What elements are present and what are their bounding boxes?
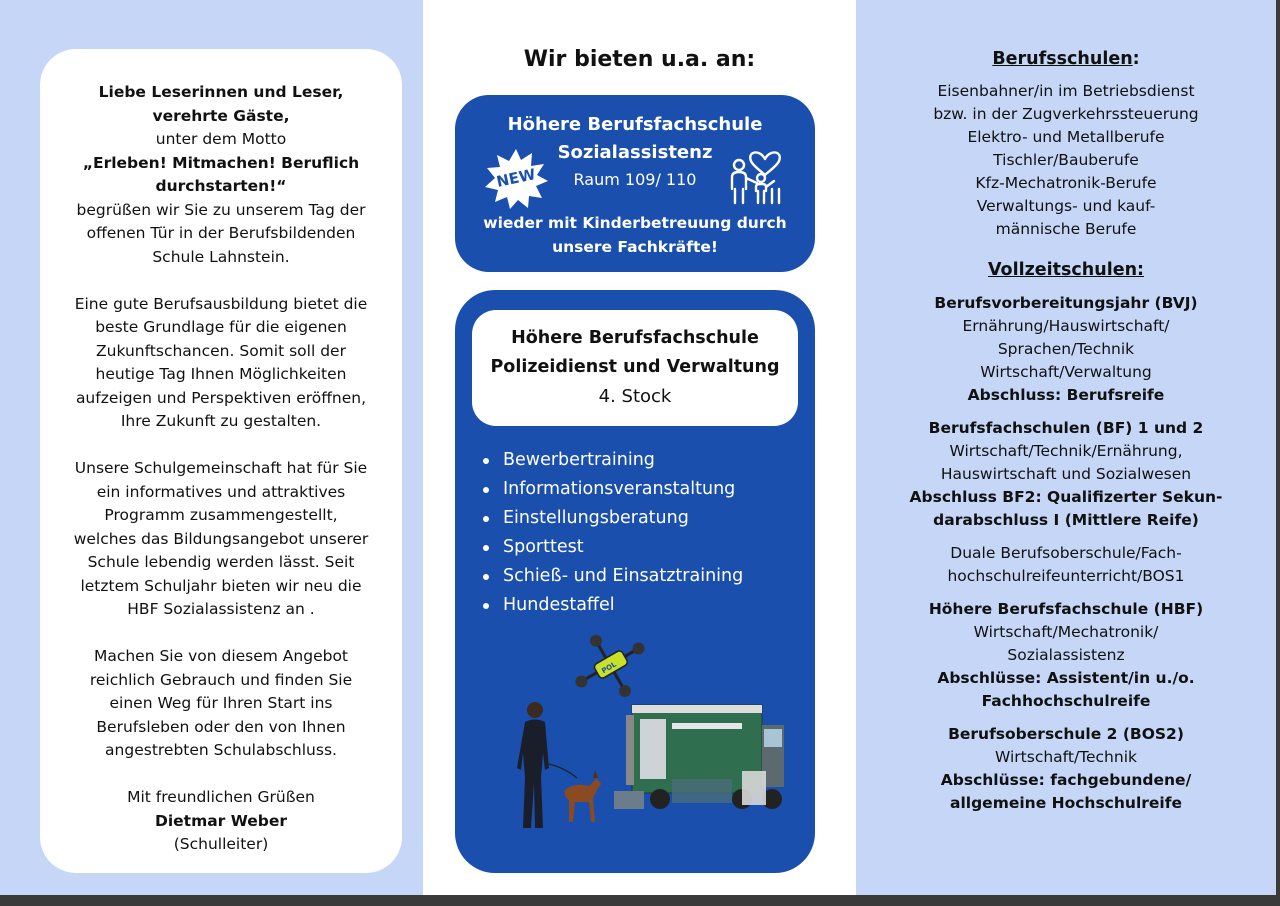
- block-result: Abschlüsse: Assistent/in u./o.: [937, 669, 1195, 687]
- block-result: Abschluss: Berufsreife: [967, 386, 1165, 404]
- drone-label: POL: [600, 660, 618, 676]
- box-title: Höhere Berufsfachschule Sozialassistenz: [507, 114, 763, 163]
- paragraph-line: letztem Schuljahr bieten wir neu die: [80, 576, 362, 595]
- floor-info: 4. Stock: [598, 386, 672, 407]
- offer-title: Wir bieten u.a. an:: [523, 47, 756, 72]
- paragraph-line: Machen Sie von diesem Angebot: [93, 647, 349, 665]
- block-line: hochschulreifeunterricht/BOS1: [947, 567, 1185, 585]
- block-line: Sozialassistenz: [1007, 646, 1125, 664]
- block-title: Berufsfachschulen (BF) 1 und 2: [928, 419, 1204, 437]
- list-item: Bewerbertraining: [481, 446, 743, 475]
- welcome-letter: [40, 49, 402, 873]
- closing: Mit freundlichen Grüßen: [127, 788, 315, 806]
- paragraph-line: Unsere Schulgemeinschaft hat für Sie: [74, 459, 368, 477]
- vollzeitschulen-heading: Vollzeitschulen:: [987, 260, 1145, 280]
- hbf-block: [856, 598, 1276, 713]
- block-result: Fachhochschulreife: [981, 692, 1151, 710]
- block-line: Wirtschaft/Mechatronik/: [973, 623, 1159, 641]
- welcome-line: offenen Tür in der Berufsbildenden: [86, 224, 356, 242]
- block-line: Wirtschaft/Verwaltung: [980, 363, 1152, 381]
- list-item: Verwaltungs- und kauf-: [976, 197, 1156, 215]
- left-panel: [0, 0, 423, 895]
- block-result: Abschluss BF2: Qualifizerter Sekun-: [909, 488, 1223, 506]
- paragraph-line: Eine gute Berufsausbildung bietet die: [74, 294, 368, 313]
- block-line: Ernährung/Hauswirtschaft/: [962, 317, 1170, 335]
- bos2-block: [856, 723, 1276, 815]
- block-line: Sprachen/Technik: [997, 340, 1135, 358]
- welcome-line: Schule Lahnstein.: [152, 247, 290, 266]
- block-line: Duale Berufsoberschule/Fach-: [950, 544, 1182, 562]
- signer-role: (Schulleiter): [173, 835, 269, 853]
- childcare-note: wieder mit Kinderbetreuung durch unsere Fachkräfte!: [483, 214, 787, 256]
- bvj-block: [856, 292, 1276, 407]
- block-line: Wirtschaft/Technik: [995, 748, 1137, 766]
- paragraph-line: Ihre Zukunft zu gestalten.: [120, 412, 322, 430]
- paragraph-line: Schule lebendig werden lässt. Seit: [87, 553, 355, 571]
- paragraph-line: Berufsleben oder den von Ihnen: [96, 717, 346, 736]
- greeting-line: verehrte Gäste,: [152, 106, 290, 125]
- motto-line: „Erleben! Mitmachen! Beruflich: [82, 153, 360, 172]
- block-result: Abschlüsse: fachgebundene/: [940, 771, 1192, 789]
- list-item: bzw. in der Zugverkehrssteuerung: [933, 105, 1199, 123]
- new-badge-label: NEW: [494, 165, 538, 191]
- room-info: Raum 109/ 110: [573, 170, 697, 189]
- list-item: Tischler/Bauberufe: [993, 151, 1139, 169]
- polizeidienst-header: [472, 310, 798, 426]
- paragraph-line: HBF Sozialassistenz an .: [127, 600, 315, 618]
- list-item: Einstellungsberatung: [481, 504, 743, 533]
- list-item: Informationsveranstaltung: [481, 475, 743, 504]
- list-item: Schieß- und Einsatztraining: [481, 562, 743, 591]
- paragraph-line: ein informatives und attraktives: [96, 482, 346, 501]
- block-line: Hauswirtschaft und Sozialwesen: [940, 465, 1192, 483]
- dbos-block: [856, 542, 1276, 588]
- box-title: Polizeidienst und Verwaltung: [490, 357, 780, 377]
- list-item: Sporttest: [481, 533, 743, 562]
- block-title: Berufsvorbereitungsjahr (BVJ): [934, 294, 1198, 312]
- police-officer-with-dog-image: [505, 698, 610, 834]
- paragraph-line: welches das Bildungsangebot unserer: [73, 529, 369, 548]
- sozialassistenz-box: [455, 95, 815, 272]
- program-list: [481, 446, 743, 620]
- paragraph-line: Zukunftschancen. Somit soll der: [96, 341, 346, 360]
- block-result: allgemeine Hochschulreife: [950, 794, 1182, 812]
- berufsschulen-list: [856, 80, 1276, 241]
- list-item: Elektro- und Metallberufe: [967, 128, 1165, 146]
- list-item: Eisenbahner/in im Betriebsdienst: [937, 82, 1195, 100]
- school-types: [856, 0, 1276, 815]
- block-title: Berufsoberschule 2 (BOS2): [948, 725, 1184, 743]
- police-drone-image: [565, 625, 655, 705]
- berufsschulen-heading: Berufsschulen:: [992, 49, 1140, 69]
- greeting-line: Liebe Leserinnen und Leser,: [98, 83, 344, 101]
- motto-intro: unter dem Motto: [155, 130, 287, 148]
- bf-block: [856, 417, 1276, 532]
- list-item: Kfz-Mechatronik-Berufe: [975, 174, 1157, 192]
- block-title: Höhere Berufsfachschule (HBF): [928, 600, 1204, 618]
- paragraph-line: angestrebten Schulabschluss.: [105, 741, 337, 759]
- welcome-line: begrüßen wir Sie zu unserem Tag der: [76, 200, 366, 219]
- paragraph-line: aufzeigen und Perspektiven eröffnen,: [75, 388, 367, 407]
- family-heart-icon: [727, 145, 787, 207]
- paragraph-line: Programm zusammengestellt,: [104, 506, 338, 524]
- list-item: männische Berufe: [995, 220, 1137, 238]
- box-title: Höhere Berufsfachschule: [511, 328, 759, 348]
- list-item: Hundestaffel: [481, 591, 743, 620]
- motto-line: durchstarten!“: [155, 177, 287, 195]
- paragraph-line: einen Weg für Ihren Start ins: [109, 694, 333, 712]
- block-line: Wirtschaft/Technik/Ernährung,: [949, 442, 1183, 460]
- paragraph-line: beste Grundlage für die eigenen: [95, 318, 347, 336]
- paragraph-line: reichlich Gebrauch und finden Sie: [89, 670, 353, 689]
- block-result: darabschluss I (Mittlere Reife): [933, 511, 1199, 529]
- paragraph-line: heutige Tag Ihnen Möglichkeiten: [95, 365, 347, 383]
- signer-name: Dietmar Weber: [154, 811, 288, 830]
- police-truck-image: [612, 695, 790, 825]
- right-panel: [856, 0, 1276, 895]
